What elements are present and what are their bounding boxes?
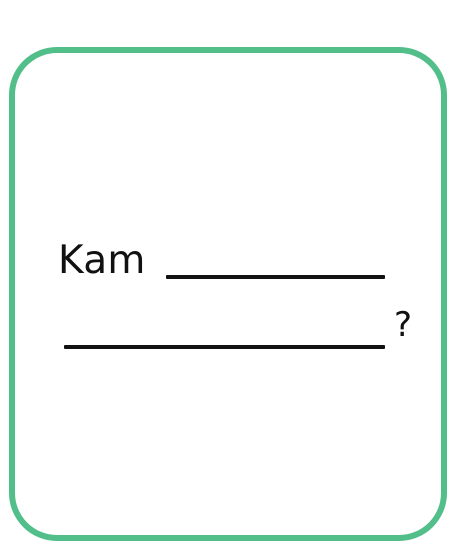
question-mark: ? [394, 305, 413, 345]
sentence-card [9, 47, 447, 541]
fill-in-blank-line-1 [166, 275, 385, 279]
sentence-word-kam: Kam [58, 238, 146, 283]
fill-in-blank-line-2 [64, 345, 385, 349]
